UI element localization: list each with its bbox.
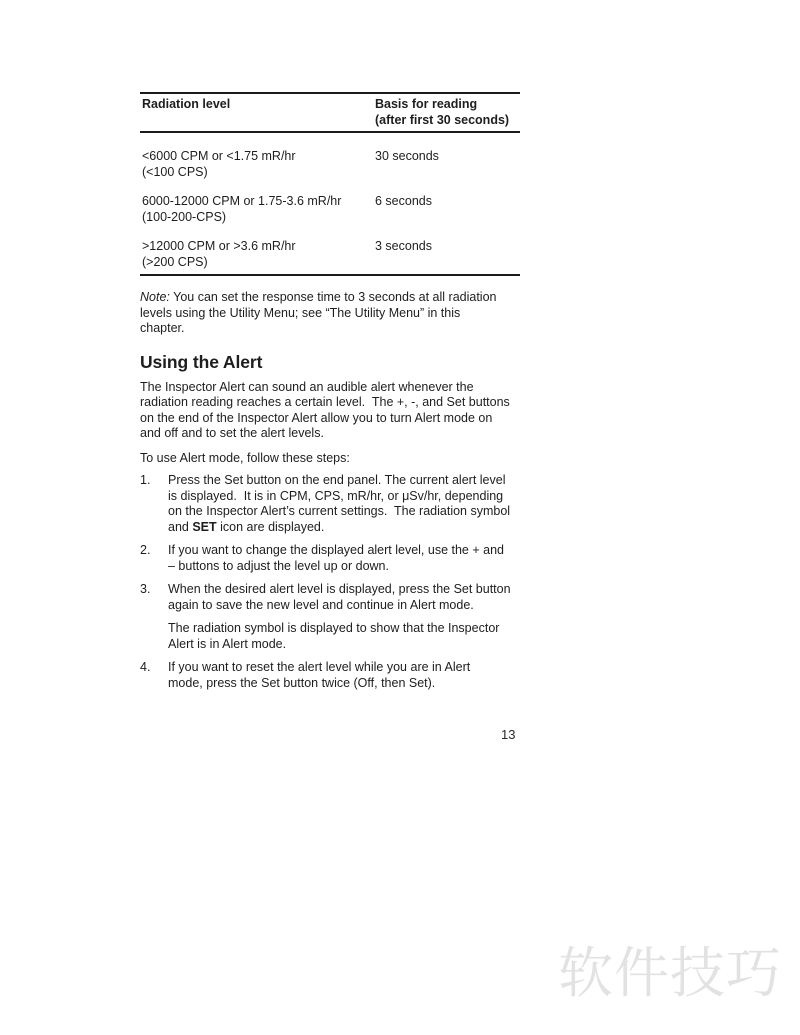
- cell-line: >12000 CPM or >3.6 mR/hr: [142, 239, 296, 253]
- table-row: [140, 194, 520, 225]
- step-text: [168, 473, 520, 535]
- steps-intro: To use Alert mode, follow these steps:: [140, 450, 350, 465]
- table-row: [140, 239, 520, 270]
- step-text: [168, 660, 520, 691]
- step-number: 3.: [140, 582, 151, 596]
- page-content: [140, 92, 520, 691]
- cell-line: (<100 CPS): [142, 164, 208, 179]
- table-header-rule: [140, 131, 520, 133]
- table-header-row: [140, 94, 520, 131]
- step-line: [168, 520, 520, 536]
- step-number: 2.: [140, 543, 151, 557]
- table-header-radiation-level: Radiation level: [142, 97, 231, 111]
- cell-line: <6000 CPM or <1.75 mR/hr: [142, 149, 296, 163]
- step-item-1: [140, 473, 520, 535]
- radiation-level-cell: [142, 239, 375, 270]
- set-icon-label: SET: [192, 519, 217, 534]
- radiation-level-cell: [142, 194, 375, 225]
- step-line: If you want to change the displayed alert level, use the + and: [168, 543, 504, 557]
- basis-cell: 3 seconds: [375, 239, 432, 253]
- table-header-basis: [375, 97, 520, 128]
- step-line: When the desired alert level is displayed, press the Set button: [168, 582, 511, 596]
- note-text: You can set the response time to 3 seconds at all radiation: [169, 290, 497, 304]
- table-bottom-rule: [140, 274, 520, 276]
- step-line: on the Inspector Alert’s current settings. The radiation symbol: [168, 504, 511, 518]
- step-item-3: [140, 582, 520, 652]
- watermark-text: 软件技巧: [558, 942, 783, 1004]
- step-line: – buttons to adjust the level up or down.: [168, 558, 389, 573]
- step-continuation: [168, 621, 520, 652]
- step-number: 4.: [140, 660, 151, 674]
- step-line: The radiation symbol is displayed to show that the Inspector: [168, 621, 500, 635]
- response-time-table: [140, 92, 520, 276]
- basis-cell: 30 seconds: [375, 149, 439, 163]
- note-line: levels using the Utility Menu; see “The Utility Menu” in this: [140, 305, 461, 320]
- step-line: Press the Set button on the end panel. The current alert level: [168, 473, 506, 487]
- intro-line: on the end of the Inspector Alert allow you to turn Alert mode on: [140, 410, 493, 425]
- intro-paragraph: [140, 380, 520, 442]
- intro-line: The Inspector Alert can sound an audible alert whenever the: [140, 379, 474, 394]
- section-heading: Using the Alert: [140, 351, 263, 372]
- cell-line: (100-200-CPS): [142, 209, 227, 224]
- step-line: mode, press the Set button twice (Off, then Set).: [168, 675, 436, 690]
- note-paragraph: [140, 290, 520, 337]
- step-line: again to save the new level and continue in Alert mode.: [168, 597, 474, 612]
- page-number: 13: [501, 727, 516, 742]
- intro-line: and off and to set the alert levels.: [140, 426, 324, 440]
- step-item-2: [140, 543, 520, 574]
- table-header-basis-line2: (after first 30 seconds): [375, 112, 510, 127]
- step-number: 1.: [140, 473, 151, 487]
- note-line: [140, 290, 520, 306]
- note-label: Note:: [140, 290, 170, 304]
- note-line: chapter.: [140, 321, 185, 335]
- step-text: [168, 582, 520, 652]
- step-line-post: icon are displayed.: [216, 519, 325, 534]
- step-line: If you want to reset the alert level while you are in Alert: [168, 660, 471, 674]
- basis-cell: 6 seconds: [375, 194, 432, 208]
- step-text: [168, 543, 520, 574]
- table-row: [140, 149, 520, 180]
- step-line-pre: and: [168, 519, 193, 534]
- cell-line: (>200 CPS): [142, 254, 208, 269]
- radiation-level-cell: [142, 149, 375, 180]
- step-line: is displayed. It is in CPM, CPS, mR/hr, or μSv/hr, depending: [168, 488, 504, 503]
- step-line: Alert is in Alert mode.: [168, 636, 287, 651]
- cell-line: 6000-12000 CPM or 1.75-3.6 mR/hr: [142, 194, 342, 208]
- step-item-4: [140, 660, 520, 691]
- intro-line: radiation reading reaches a certain level. The +, -, and Set buttons: [140, 395, 510, 409]
- table-header-basis-line1: Basis for reading: [375, 97, 478, 111]
